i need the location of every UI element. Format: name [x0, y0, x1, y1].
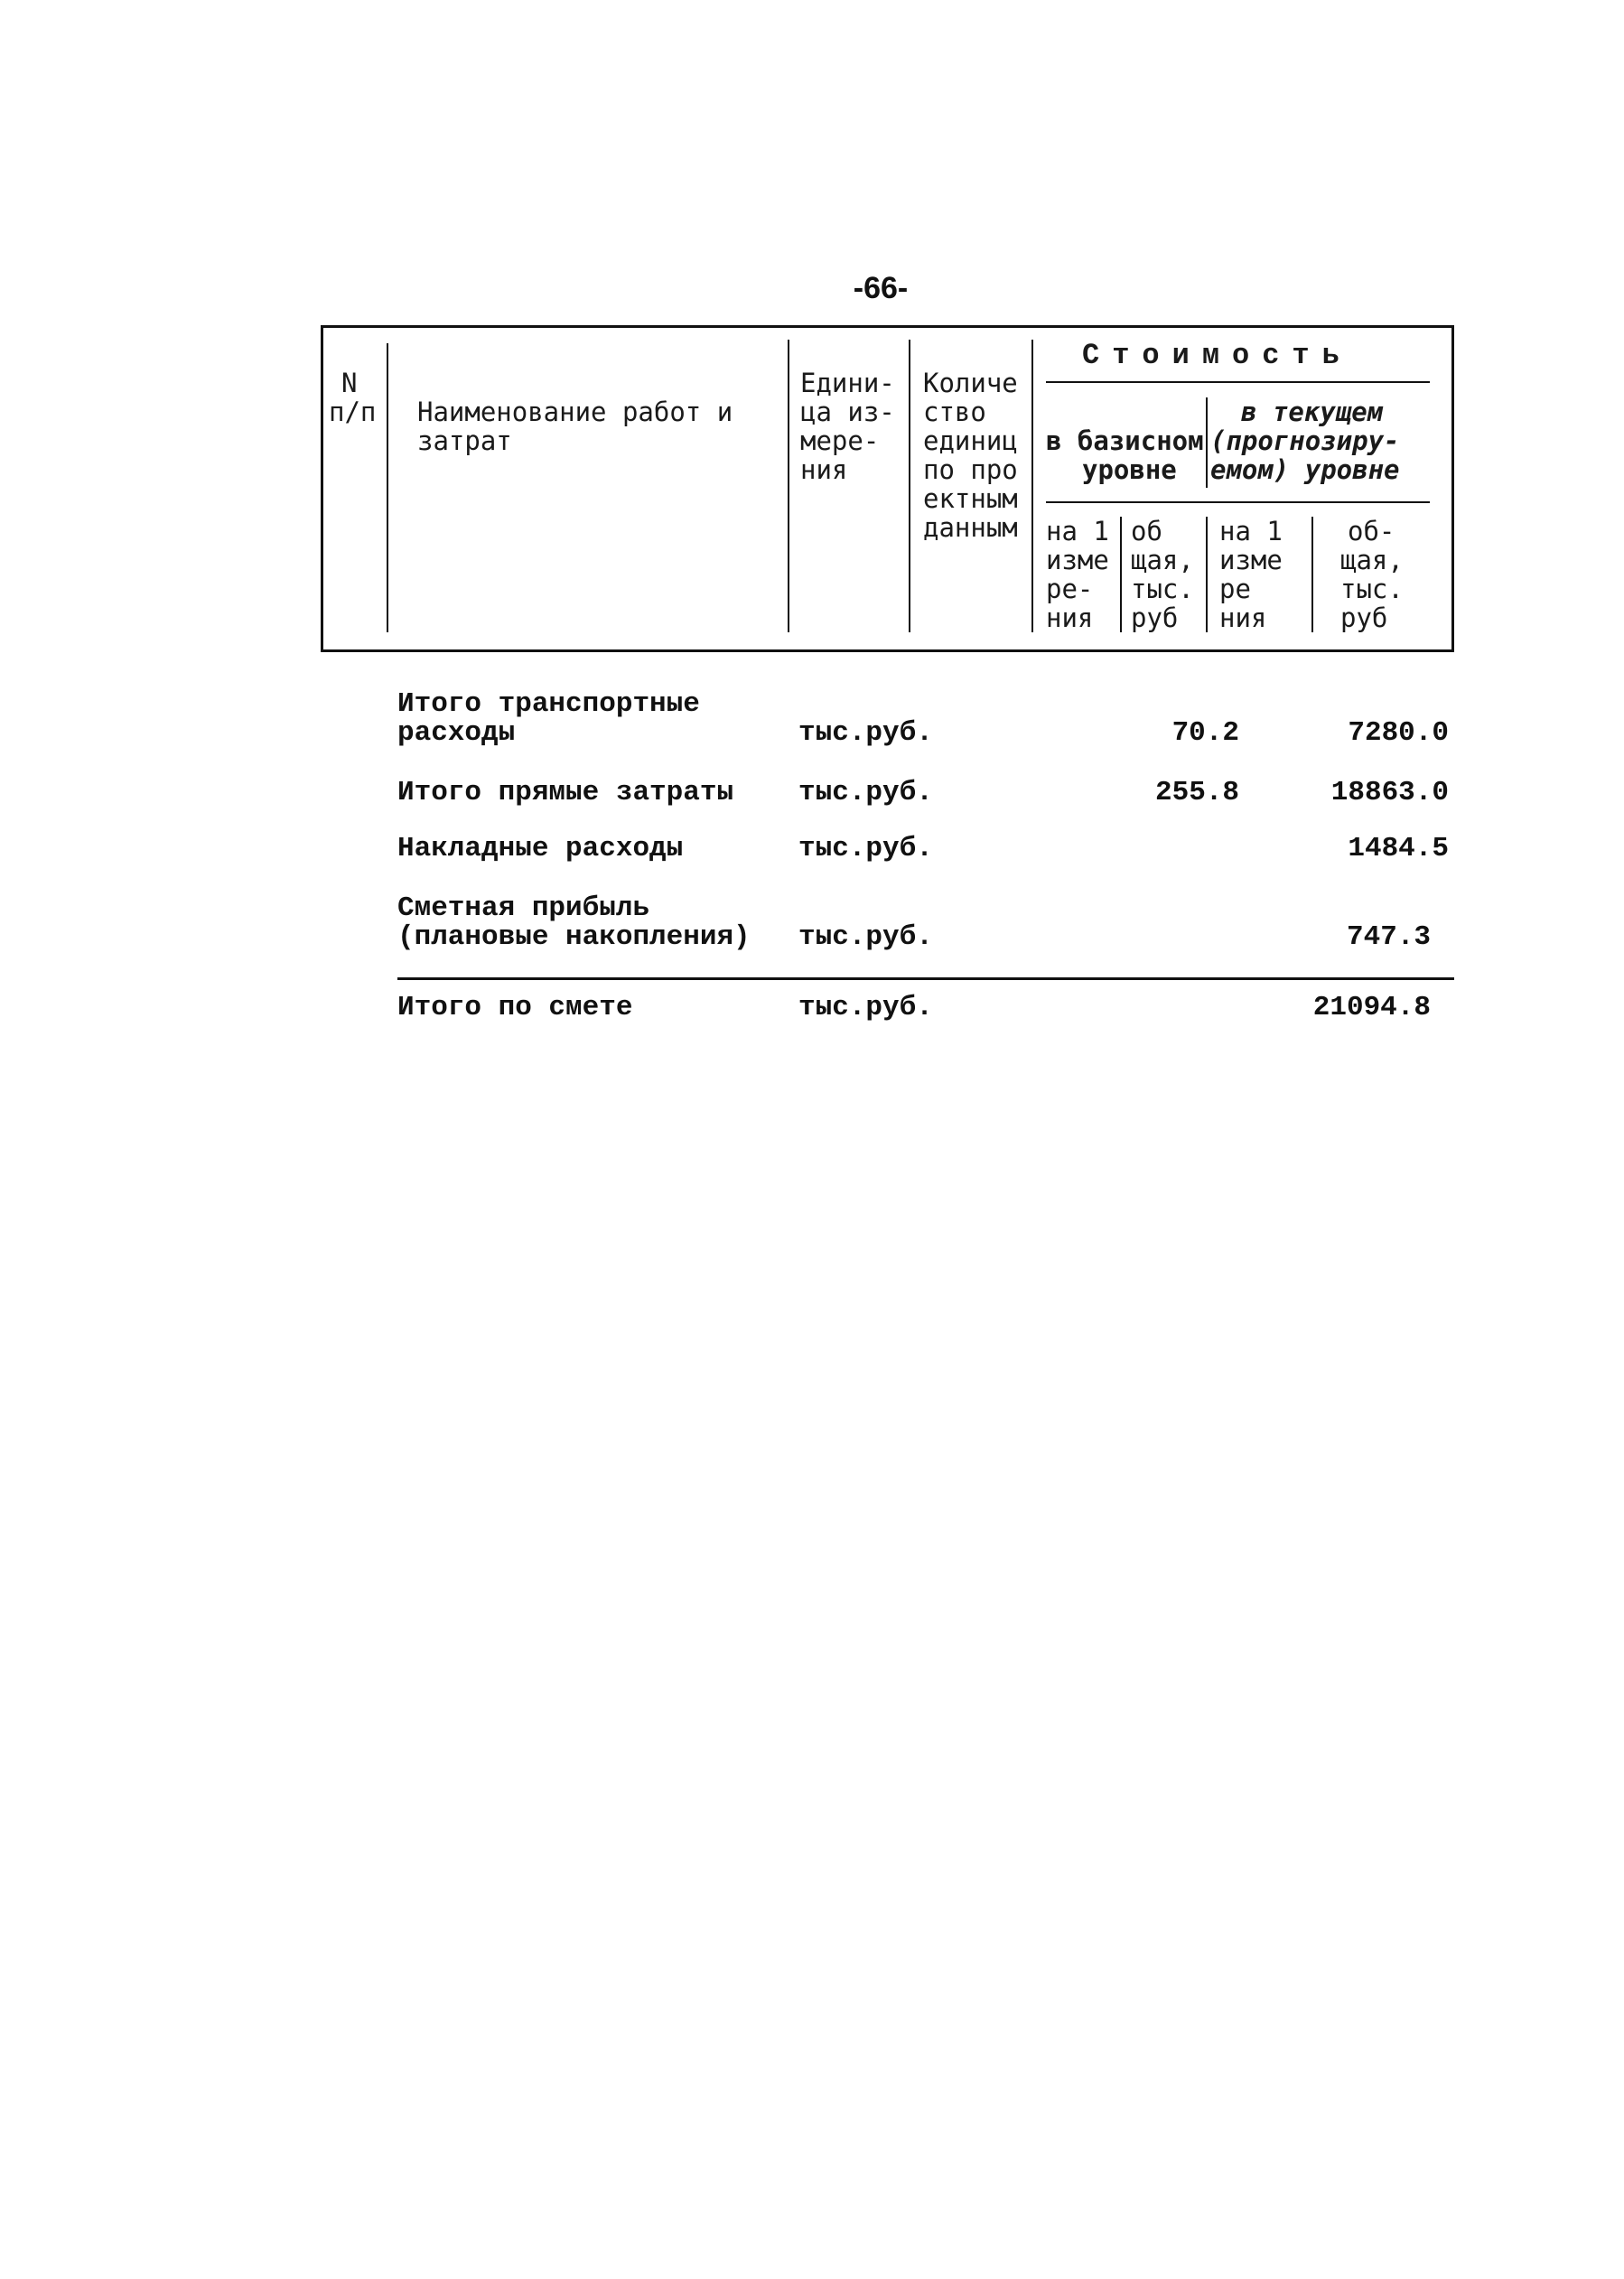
row-grand-total-label: Итого по смете: [397, 992, 633, 1023]
header-qty-line4: по про: [923, 454, 1018, 485]
divider-level: [1206, 397, 1208, 488]
divider-qty: [1031, 340, 1033, 632]
sub-per-unit-current-l3: ре: [1219, 574, 1251, 604]
row-transport-label-l2: расходы: [397, 717, 516, 749]
header-name-line1: Наименование работ и: [417, 397, 733, 427]
header-current-level-line2: (прогнозиру-: [1210, 425, 1400, 456]
header-qty-line2: ство: [923, 397, 986, 427]
divider-name: [788, 340, 789, 632]
page-number: -66-: [853, 271, 909, 305]
row-profit-current: 747.3: [1346, 921, 1431, 953]
header-unit-line4: ния: [800, 454, 848, 485]
sub-total-base-l2: щая,: [1131, 545, 1194, 575]
sub-total-base-l4: руб: [1131, 602, 1179, 633]
divider-unit: [909, 340, 910, 632]
sub-total-current-l3: тыс.: [1340, 574, 1404, 604]
header-name-line2: затрат: [417, 425, 512, 456]
sub-total-current-l1: об-: [1348, 516, 1395, 546]
header-unit-line1: Едини-: [800, 368, 895, 398]
header-current-level-line1: в текущем: [1241, 397, 1384, 427]
total-rule: [397, 977, 1454, 980]
header-qty-line3: единиц: [923, 425, 1018, 456]
header-qty-line6: данным: [923, 512, 1018, 543]
header-base-level-line2: уровне: [1082, 454, 1177, 485]
row-transport-unit: тыс.руб.: [798, 717, 933, 749]
row-profit-label-l2: (плановые накопления): [397, 921, 751, 953]
row-grand-total-unit: тыс.руб.: [798, 992, 933, 1023]
sub-per-unit-current-l4: ния: [1219, 602, 1267, 633]
header-current-level-line3: емом) уровне: [1210, 454, 1400, 485]
divider-num: [387, 343, 388, 632]
row-overhead-current: 1484.5: [1348, 833, 1449, 864]
header-num-line2: п/п: [329, 397, 377, 427]
row-overhead-label: Накладные расходы: [397, 833, 684, 864]
sub-total-current-l2: щая,: [1340, 545, 1404, 575]
divider-sub-1: [1120, 517, 1122, 632]
header-unit-line2: ца из-: [800, 397, 895, 427]
sub-per-unit-base-l3: ре-: [1046, 574, 1094, 604]
rule-under-cost: [1046, 381, 1430, 383]
sub-per-unit-base-l1: на 1: [1046, 516, 1109, 546]
header-num-line1: N: [341, 368, 358, 398]
row-transport-base: 70.2: [1171, 717, 1239, 749]
row-direct-base: 255.8: [1154, 777, 1239, 808]
header-base-level-line1: в базисном: [1046, 425, 1204, 456]
divider-sub-3: [1311, 517, 1313, 632]
rule-under-levels: [1046, 501, 1430, 503]
row-direct-label: Итого прямые затраты: [397, 777, 734, 808]
sub-total-current-l4: руб: [1340, 602, 1388, 633]
header-unit-line3: мере-: [800, 425, 880, 456]
row-profit-unit: тыс.руб.: [798, 921, 933, 953]
header-cost-title: Стоимость: [1082, 339, 1352, 372]
row-profit-label-l1: Сметная прибыль: [397, 892, 650, 924]
sub-total-base-l1: об: [1131, 516, 1162, 546]
divider-sub-2: [1206, 517, 1208, 632]
sub-per-unit-base-l4: ния: [1046, 602, 1094, 633]
sub-per-unit-base-l2: изме: [1046, 545, 1109, 575]
row-overhead-unit: тыс.руб.: [798, 833, 933, 864]
row-transport-current: 7280.0: [1348, 717, 1449, 749]
header-qty-line5: ектным: [923, 483, 1018, 514]
row-direct-unit: тыс.руб.: [798, 777, 933, 808]
header-qty-line1: Количе: [923, 368, 1018, 398]
row-transport-label-l1: Итого транспортные: [397, 688, 700, 720]
sub-per-unit-current-l2: изме: [1219, 545, 1283, 575]
row-grand-total-current: 21094.8: [1312, 992, 1431, 1023]
sub-per-unit-current-l1: на 1: [1219, 516, 1283, 546]
row-direct-current: 18863.0: [1330, 777, 1449, 808]
sub-total-base-l3: тыс.: [1131, 574, 1194, 604]
